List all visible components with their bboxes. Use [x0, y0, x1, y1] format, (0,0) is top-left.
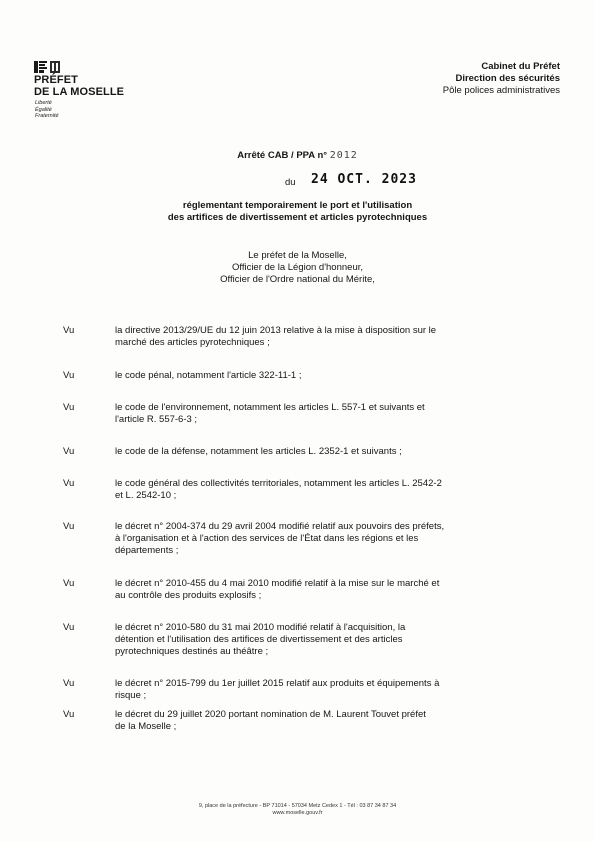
direction-label: Direction des sécurités [455, 73, 560, 84]
vu-line: le décret n° 2015-799 du 1er juillet 2015 relatif aux produits et équipements à [115, 678, 440, 689]
page-footer [0, 803, 595, 817]
logo-moselle: DE LA MOSELLE [34, 86, 125, 98]
vu-line: de la Moselle ; [115, 721, 177, 732]
vu-line: le décret n° 2010-455 du 4 mai 2010 modifié relatif à la mise sur le marché et [115, 578, 440, 589]
vu-line: le décret n° 2010-580 du 31 mai 2010 modifié relatif à l'acquisition, la [115, 622, 406, 633]
vu-line: risque ; [115, 690, 147, 701]
vu-label: Vu [63, 446, 75, 457]
vu-text [115, 446, 517, 458]
date-stamp: 24 OCT. 2023 [311, 172, 417, 187]
vu-label: Vu [63, 478, 75, 489]
decree-prefix: Arrêté CAB / PPA n° [237, 150, 328, 161]
vu-line: l'article R. 557-6-3 ; [115, 414, 198, 425]
vu-label: Vu [63, 521, 75, 532]
vu-label: Vu [63, 370, 75, 381]
vu-line: le code général des collectivités territoriales, notamment les articles L. 2542-2 [115, 478, 442, 489]
motto-egalite: Égalité [35, 106, 52, 113]
vu-line: la directive 2013/29/UE du 12 juin 2013 relative à la mise à disposition sur le [115, 325, 437, 336]
prefet-line-3: Officier de l'Ordre national du Mérite, [220, 274, 375, 285]
vu-line: détention et l'utilisation des artifices de divertissement et des articles [115, 634, 403, 645]
logo-prefet: PRÉFET [34, 74, 78, 86]
vu-label: Vu [63, 678, 75, 689]
republic-motto [34, 100, 144, 120]
vu-line: le décret du 29 juillet 2020 portant nomination de M. Laurent Touvet préfet [115, 709, 426, 720]
vu-text [115, 478, 517, 502]
cabinet-label: Cabinet du Préfet [481, 61, 560, 72]
prefet-line-2: Officier de la Légion d'honneur, [231, 262, 364, 273]
vu-line: marché des articles pyrotechniques ; [115, 337, 270, 348]
motto-fraternite: Fraternité [35, 113, 59, 119]
vu-label: Vu [63, 622, 75, 633]
vu-text [115, 578, 517, 602]
footer-address: 9, place de la préfecture - BP 71014 - 57034 Metz Cedex 1 - Tél : 03 87 34 87 34 [198, 803, 397, 809]
vu-line: au contrôle des produits explosifs ; [115, 590, 262, 601]
vu-line: le code de la défense, notamment les articles L. 2352-1 et suivants ; [115, 446, 402, 457]
prefecture-logo [34, 60, 144, 120]
vu-text [115, 709, 517, 733]
vu-text [115, 678, 517, 702]
decree-subject [0, 200, 595, 223]
vu-line: à l'organisation et à l'action des services de l'État dans les régions et les [115, 533, 419, 544]
prefet-line-1: Le préfet de la Moselle, [248, 250, 347, 261]
vu-label: Vu [63, 709, 75, 720]
motto-liberte: Liberté [35, 100, 52, 106]
vu-label: Vu [63, 578, 75, 589]
date-label: du [285, 177, 296, 188]
decree-number: 2012 [329, 150, 358, 161]
vu-text [115, 622, 517, 658]
subject-line-2: des artifices de divertissement et articles pyrotechniques [167, 211, 428, 223]
issuing-department [443, 61, 560, 97]
vu-line: le décret n° 2004-374 du 29 avril 2004 modifié relatif aux pouvoirs des préfets, [115, 521, 445, 532]
vu-text [115, 370, 517, 382]
vu-line: le code de l'environnement, notamment les articles L. 557-1 et suivants et [115, 402, 425, 413]
subject-line-1: réglementant temporairement le port et l'utilisation [182, 200, 413, 211]
vu-line: départements ; [115, 545, 179, 556]
vu-label: Vu [63, 402, 75, 413]
vu-text [115, 521, 517, 557]
vu-text [115, 325, 517, 349]
footer-website: www.moselle.gouv.fr [272, 810, 323, 816]
prefet-titles [0, 250, 595, 286]
pole-label: Pôle polices administratives [442, 85, 560, 96]
decree-title [0, 150, 595, 161]
marianne-emblem-icon [34, 60, 60, 74]
vu-line: le code pénal, notamment l'article 322-11-1 ; [115, 370, 302, 381]
vu-line: pyrotechniques destinés au théâtre ; [115, 646, 269, 657]
vu-line: et L. 2542-10 ; [115, 490, 177, 501]
vu-label: Vu [63, 325, 75, 336]
vu-text [115, 402, 517, 426]
